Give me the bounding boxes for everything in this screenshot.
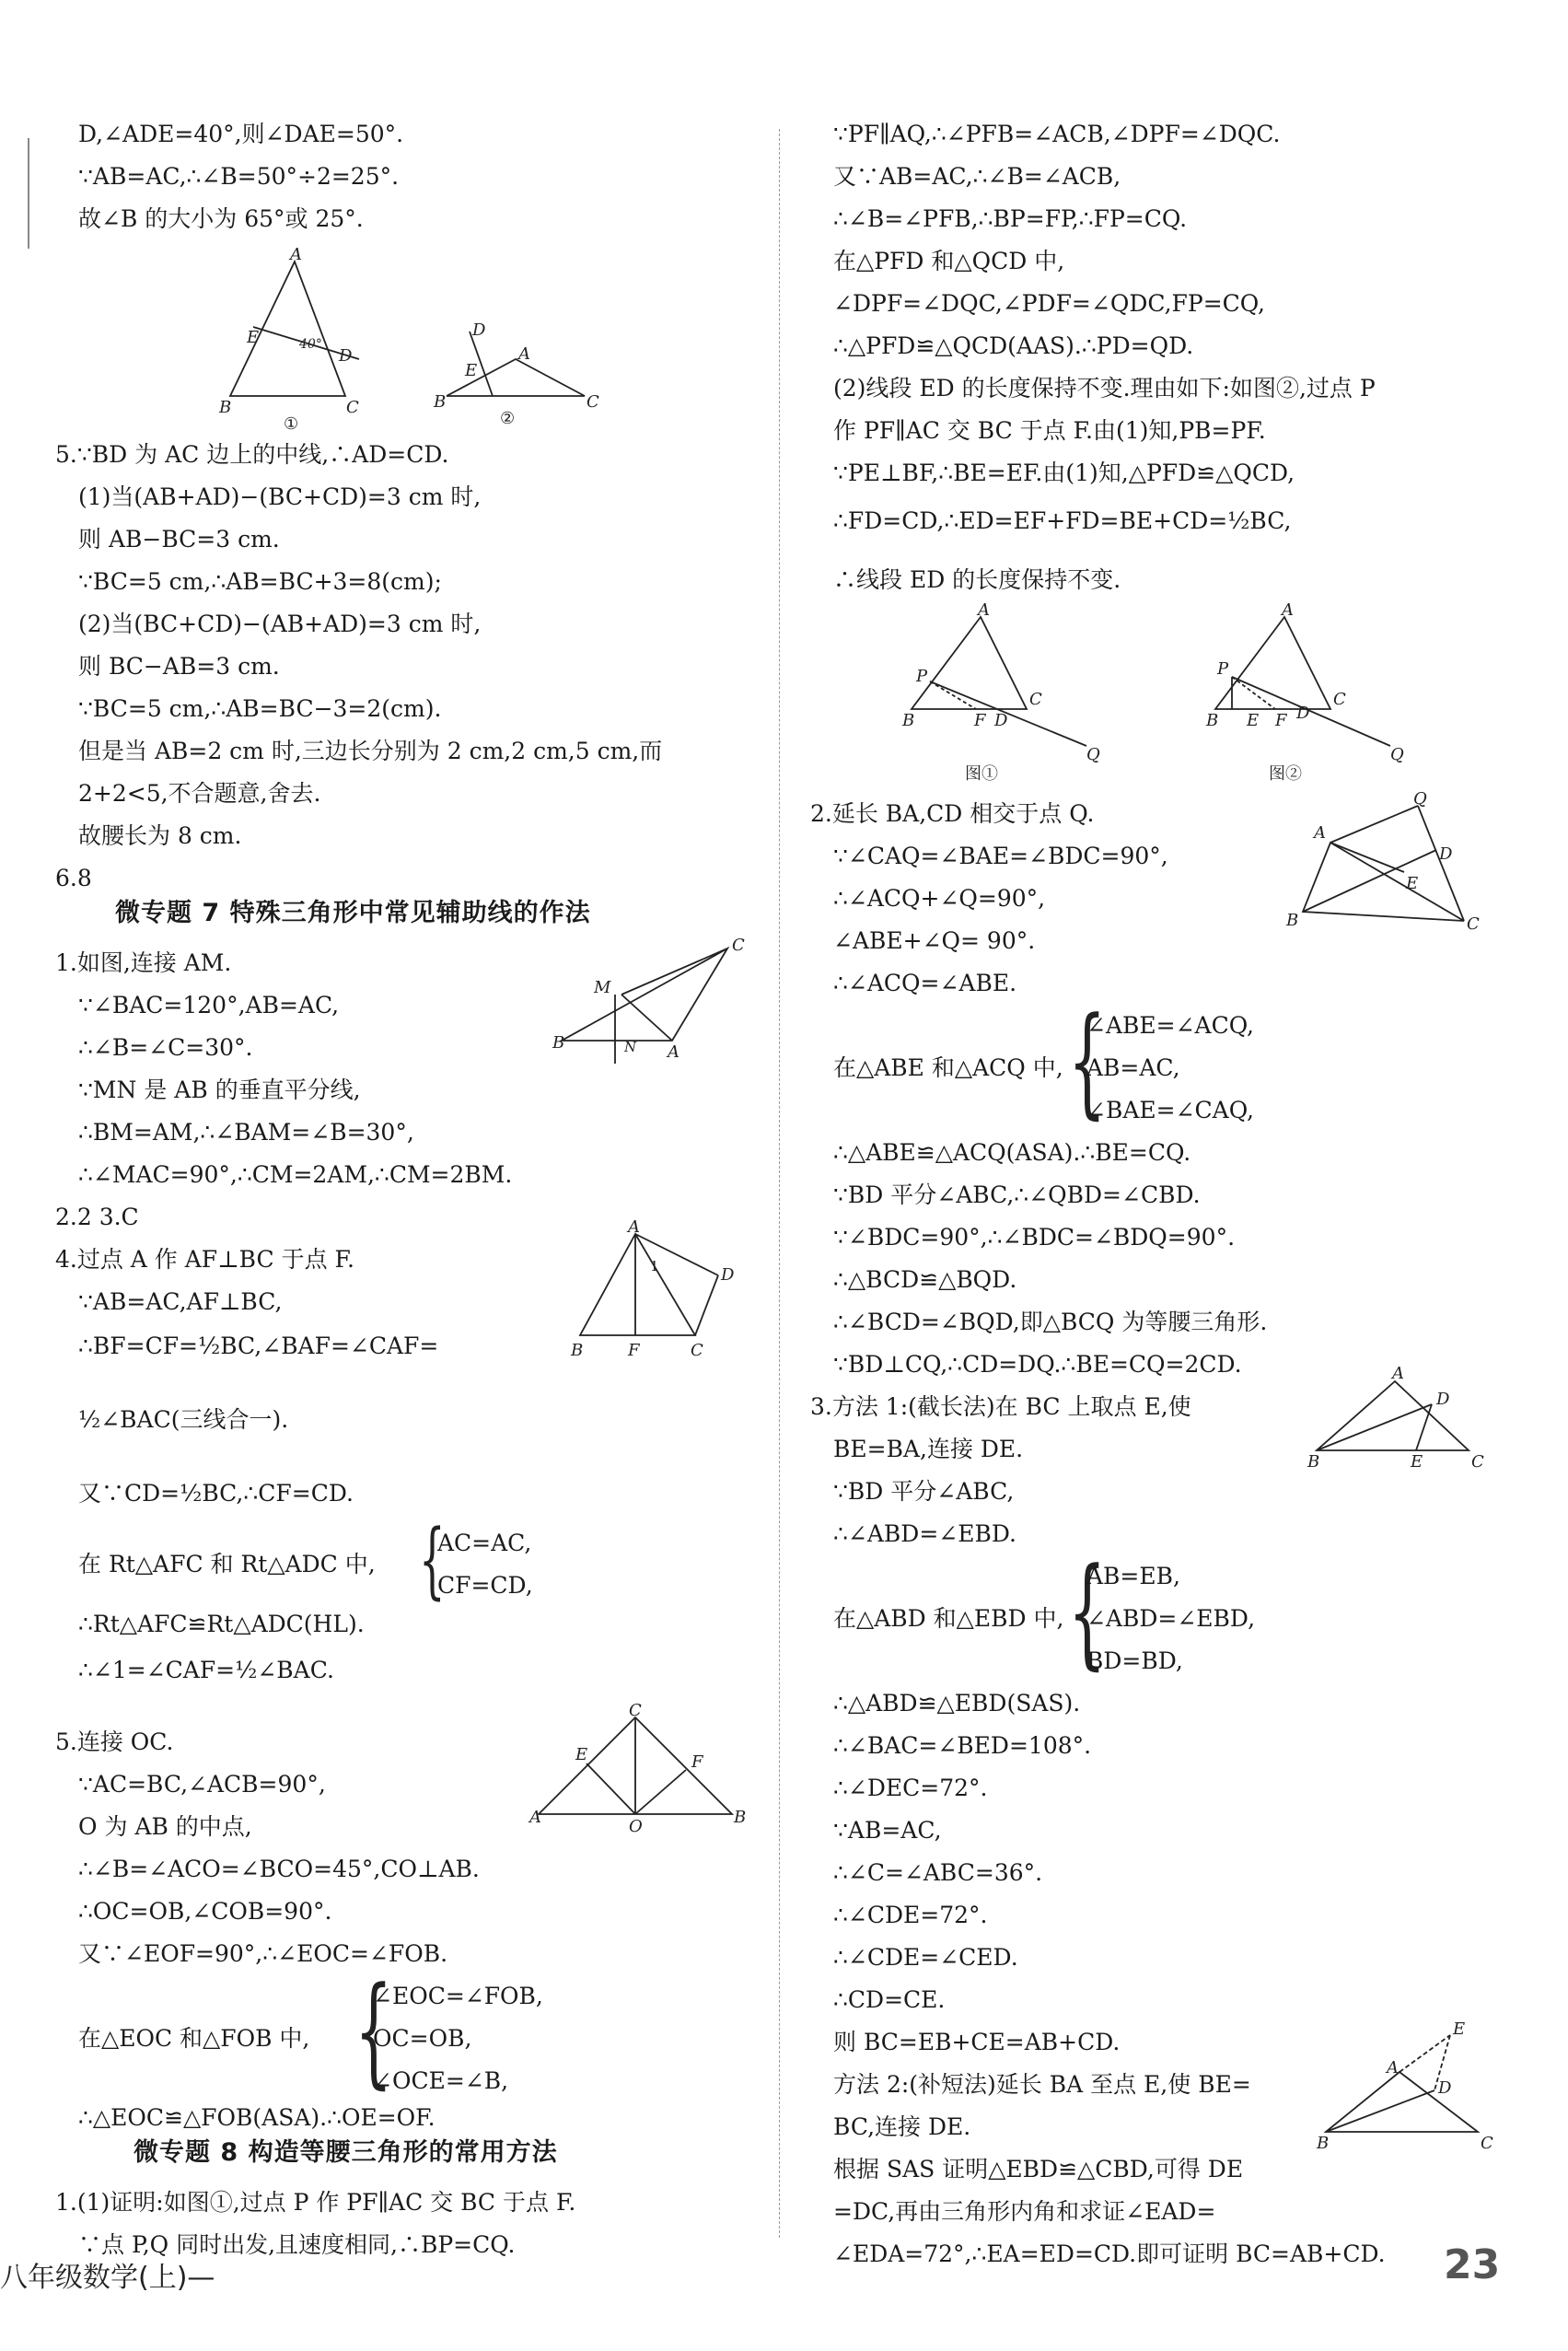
- segment-ae: [1330, 843, 1404, 872]
- brace-condition: ∠EOC=∠FOB,: [373, 1983, 543, 2009]
- vertex-label-f: F: [1275, 711, 1287, 730]
- solution-line: ∵BC=5 cm,∴AB=BC−3=2(cm).: [78, 695, 442, 722]
- solution-line: 又∵∠EOF=90°,∴∠EOC=∠FOB.: [78, 1940, 448, 1967]
- solution-line: 在△ABE 和△ACQ 中,: [833, 1054, 1063, 1081]
- solution-line: 作 PF∥AC 交 BC 于点 F.由(1)知,PB=PF.: [833, 417, 1266, 444]
- solution-line: 1.(1)证明:如图①,过点 P 作 PF∥AC 交 BC 于点 F.: [55, 2189, 576, 2216]
- brace-condition: CF=CD,: [437, 1572, 533, 1599]
- solution-line: 4.过点 A 作 AF⊥BC 于点 F.: [55, 1246, 354, 1273]
- vertex-label-a: A: [518, 344, 530, 364]
- vertex-label-q: Q: [1086, 745, 1100, 764]
- solution-line: D,∠ADE=40°,则∠DAE=50°.: [78, 121, 404, 147]
- solution-line: ∴Rt△AFC≌Rt△ADC(HL).: [78, 1611, 365, 1637]
- solution-line: (2)线段 ED 的长度保持不变.理由如下:如图②,过点 P: [833, 375, 1376, 402]
- vertex-label-b: B: [434, 392, 447, 412]
- brace: {: [1068, 991, 1107, 1131]
- vertex-label-d: D: [1439, 844, 1453, 864]
- solution-line: 5.∵BD 为 AC 边上的中线,∴AD=CD.: [55, 441, 449, 468]
- solution-line: (2)当(BC+CD)−(AB+AD)=3 cm 时,: [78, 611, 482, 637]
- solution-line: 则 AB−BC=3 cm.: [78, 526, 280, 553]
- segment-aq: [1330, 806, 1418, 843]
- solution-line: ∵∠CAQ=∠BAE=∠BDC=90°,: [833, 843, 1168, 869]
- vertex-label-c: C: [1481, 2134, 1493, 2153]
- solution-line: 在△EOC 和△FOB 中,: [78, 2025, 310, 2052]
- vertex-label-c: C: [691, 1341, 703, 1360]
- triangle-figure-bed: [1307, 1364, 1492, 1472]
- solution-line: 故腰长为 8 cm.: [78, 822, 242, 849]
- solution-line: ∴OC=OB,∠COB=90°.: [78, 1898, 332, 1925]
- solution-line: ∴△EOC≌△FOB(ASA).∴OE=OF.: [78, 2104, 436, 2131]
- vertex-label-d: D: [472, 320, 486, 340]
- vertex-label-a: A: [668, 1042, 679, 1062]
- line-mc: [621, 949, 727, 995]
- solution-line: ∵AB=AC,AF⊥BC,: [78, 1288, 283, 1315]
- solution-line: ∵MN 是 AB 的垂直平分线,: [78, 1077, 361, 1103]
- figure-caption: ②: [500, 409, 516, 428]
- triangle-figure-afd: [571, 1217, 755, 1363]
- vertex-label-d: D: [1296, 704, 1310, 723]
- solution-line: ∴∠1=∠CAF=½∠BAC.: [78, 1657, 334, 1683]
- solution-line: (1)当(AB+AD)−(BC+CD)=3 cm 时,: [78, 483, 482, 510]
- solution-line: ∴△ABD≌△EBD(SAS).: [833, 1690, 1081, 1717]
- triangle-figure-eof: [529, 1701, 747, 1837]
- triangle-outline: [562, 949, 727, 1041]
- solution-line: ∴∠CDE=72°.: [833, 1902, 988, 1928]
- brace-condition: ∠OCE=∠B,: [373, 2067, 509, 2094]
- solution-line: BE=BA,连接 DE.: [833, 1436, 1024, 1462]
- solution-line: ∵BD 平分∠ABC,: [833, 1478, 1015, 1505]
- solution-line: ∴BF=CF=½BC,∠BAF=∠CAF=: [78, 1333, 439, 1359]
- vertex-label-b: B: [1206, 711, 1219, 730]
- vertex-label-m: M: [594, 978, 611, 997]
- line-ma: [621, 995, 672, 1041]
- solution-line: BC,连接 DE.: [833, 2113, 971, 2140]
- solution-line: 在 Rt△AFC 和 Rt△ADC 中,: [78, 1551, 376, 1577]
- figure-caption: 图②: [1269, 764, 1302, 784]
- segment-de: [1416, 1404, 1432, 1450]
- solution-line: 根据 SAS 证明△EBD≌△CBD,可得 DE: [833, 2156, 1244, 2182]
- solution-line: ∵BC=5 cm,∴AB=BC+3=8(cm);: [78, 568, 442, 595]
- vertex-label-d: D: [721, 1265, 735, 1285]
- solution-line: ∵BD⊥CQ,∴CD=DQ.∴BE=CQ=2CD.: [833, 1351, 1242, 1378]
- solution-line: 3.方法 1:(截长法)在 BC 上取点 E,使: [810, 1393, 1191, 1420]
- margin-rule: [28, 138, 29, 249]
- triangle-figure-1: [219, 245, 387, 434]
- vertex-label-q: Q: [1413, 789, 1427, 809]
- solution-line: ∠EDA=72°,∴EA=ED=CD.即可证明 BC=AB+CD.: [833, 2240, 1386, 2267]
- vertex-label-p: P: [916, 667, 928, 686]
- vertex-label-d: D: [994, 711, 1008, 730]
- vertex-label-b: B: [571, 1341, 584, 1360]
- segment-eo: [587, 1763, 635, 1814]
- vertex-label-a: A: [529, 1808, 541, 1827]
- solution-line: ∵BD 平分∠ABC,∴∠QBD=∠CBD.: [833, 1181, 1201, 1208]
- triangle-figure-bcq: [1286, 789, 1487, 935]
- vertex-label-b: B: [219, 398, 232, 417]
- vertex-label-b: B: [1286, 911, 1299, 930]
- page-number: 23: [1444, 2241, 1501, 2288]
- solution-line: ∵AB=AC,∴∠B=50°÷2=25°.: [78, 163, 400, 190]
- solution-line: 在△ABD 和△EBD 中,: [833, 1605, 1064, 1632]
- vertex-label-b: B: [1317, 2134, 1330, 2153]
- triangle-figure-2: [434, 320, 603, 428]
- vertex-label-b: B: [902, 711, 915, 730]
- solution-line: ∵AB=AC,: [833, 1817, 942, 1844]
- solution-line: 则 BC−AB=3 cm.: [78, 653, 280, 680]
- solution-line: ∴∠B=∠PFB,∴BP=FP,∴FP=CQ.: [833, 205, 1188, 232]
- triangle-outline: [580, 1234, 695, 1335]
- brace: {: [1068, 1542, 1107, 1682]
- angle-label: 40°: [299, 337, 322, 352]
- vertex-label-b: B: [734, 1808, 747, 1827]
- solution-line: ∴∠ABD=∠EBD.: [833, 1520, 1016, 1547]
- solution-line: 但是当 AB=2 cm 时,三边长分别为 2 cm,2 cm,5 cm,而: [78, 738, 663, 764]
- vertex-label-f: F: [628, 1341, 640, 1360]
- brace: {: [419, 1512, 446, 1609]
- solution-line: ∴∠MAC=90°,∴CM=2AM,∴CM=2BM.: [78, 1161, 513, 1188]
- solution-line: =DC,再由三角形内角和求证∠EAD=: [833, 2198, 1216, 2225]
- brace: {: [354, 1961, 393, 2101]
- vertex-label-a: A: [978, 600, 990, 620]
- solution-line: 5.连接 OC.: [55, 1728, 174, 1755]
- solution-line: ∴线段 ED 的长度保持不变.: [833, 566, 1121, 593]
- vertex-label-o: O: [629, 1817, 643, 1836]
- brace-condition: AB=EB,: [1086, 1563, 1180, 1589]
- vertex-label-c: C: [346, 398, 359, 417]
- solution-line: ∵∠BAC=120°,AB=AC,: [78, 992, 340, 1018]
- solution-line: ∵PF∥AQ,∴∠PFB=∠ACB,∠DPF=∠DQC.: [833, 121, 1281, 147]
- vertex-label-f: F: [974, 711, 986, 730]
- solution-line: O 为 AB 的中点,: [78, 1813, 252, 1840]
- vertex-label-a: A: [628, 1217, 640, 1237]
- vertex-label-f: F: [691, 1752, 703, 1772]
- solution-line: ∴△BCD≌△BQD.: [833, 1266, 1017, 1293]
- solution-line: ∵PE⊥BF,∴BE=EF.由(1)知,△PFD≌△QCD,: [833, 460, 1295, 486]
- vertex-label-c: C: [732, 936, 745, 955]
- triangle-figure-ebc: [1317, 2019, 1501, 2153]
- solution-line: ∴∠BAC=∠BED=108°.: [833, 1732, 1092, 1759]
- solution-line: 在△PFD 和△QCD 中,: [833, 248, 1065, 274]
- solution-line: ∵∠BDC=90°,∴∠BDC=∠BDQ=90°.: [833, 1224, 1236, 1251]
- vertex-label-c: C: [1467, 914, 1480, 934]
- solution-line: 又∵AB=AC,∴∠B=∠ACB,: [833, 163, 1121, 190]
- solution-line: ∠DPF=∠DQC,∠PDF=∠QDC,FP=CQ,: [833, 290, 1265, 317]
- solution-line: ∴∠B=∠ACO=∠BCO=45°,CO⊥AB.: [78, 1856, 480, 1882]
- solution-line: ∴∠B=∠C=30°.: [78, 1034, 253, 1061]
- vertex-label-c: C: [587, 392, 599, 412]
- solution-line: ∵点 P,Q 同时出发,且速度相同,∴BP=CQ.: [78, 2231, 516, 2258]
- solution-line: ∴∠DEC=72°.: [833, 1775, 988, 1801]
- solution-line: ½∠BAC(三线合一).: [78, 1406, 289, 1433]
- column-divider: [779, 129, 780, 2238]
- solution-line: 6.8: [55, 865, 92, 891]
- solution-line: ∵AC=BC,∠ACB=90°,: [78, 1771, 326, 1798]
- triangle-figure-pq-1: [902, 600, 1114, 784]
- solution-line: 1.如图,连接 AM.: [55, 949, 232, 976]
- solution-line: 2.2 3.C: [55, 1204, 139, 1230]
- solution-line: ∴BM=AM,∴∠BAM=∠B=30°,: [78, 1119, 414, 1146]
- solution-line: 2.延长 BA,CD 相交于点 Q.: [810, 800, 1095, 827]
- vertex-label-a: A: [1392, 1364, 1404, 1383]
- vertex-label-c: C: [1471, 1452, 1484, 1472]
- brace-condition: ∠BAE=∠CAQ,: [1086, 1097, 1254, 1123]
- triangle-figure-pq-2: [1206, 600, 1418, 784]
- vertex-label-q: Q: [1390, 745, 1404, 764]
- solution-line: 故∠B 的大小为 65°或 25°.: [78, 205, 364, 232]
- vertex-label-a: A: [1314, 823, 1326, 843]
- solution-line: ∴FD=CD,∴ED=EF+FD=BE+CD=½BC,: [833, 507, 1292, 534]
- vertex-label-e: E: [575, 1745, 588, 1764]
- brace-condition: BD=BD,: [1086, 1647, 1183, 1674]
- solution-line: 2+2<5,不合题意,舍去.: [78, 780, 321, 807]
- brace-condition: AC=AC,: [437, 1530, 532, 1556]
- vertex-label-e: E: [1247, 711, 1260, 730]
- solution-line: 方法 2:(补短法)延长 BA 至点 E,使 BE=: [833, 2071, 1251, 2098]
- segment-pq: [930, 681, 1086, 746]
- vertex-label-e: E: [1406, 874, 1419, 893]
- segment-pf: [930, 681, 976, 709]
- section-heading-7: 微专题 7 特殊三角形中常见辅助线的作法: [115, 899, 591, 927]
- vertex-label-e: E: [1411, 1452, 1423, 1472]
- line-dc: [695, 1275, 718, 1335]
- segment-of: [635, 1770, 686, 1814]
- vertex-label-n: N: [624, 1039, 637, 1055]
- solution-line: 则 BC=EB+CE=AB+CD.: [833, 2029, 1121, 2055]
- solution-line: ∴∠CDE=∠CED.: [833, 1944, 1018, 1971]
- vertex-label-e: E: [247, 328, 260, 347]
- brace-condition: OC=OB,: [373, 2025, 472, 2052]
- vertex-label-b: B: [1307, 1452, 1320, 1472]
- solution-line: ∴CD=CE.: [833, 1986, 946, 2013]
- solution-line: 又∵CD=½BC,∴CF=CD.: [78, 1480, 354, 1507]
- solution-line: ∴△PFD≌△QCD(AAS).∴PD=QD.: [833, 332, 1194, 359]
- vertex-label-e: E: [465, 361, 478, 380]
- vertex-label-d: D: [1438, 2078, 1452, 2098]
- footer-grade-label: 八年级数学(上)—: [0, 2262, 215, 2294]
- segment-bd: [1317, 1404, 1432, 1450]
- vertex-label-a: A: [1282, 600, 1294, 620]
- solution-line: ∴∠ACQ=∠ABE.: [833, 970, 1017, 996]
- triangle-outline: [912, 617, 1027, 709]
- vertex-label-p: P: [1217, 659, 1229, 679]
- brace-condition: ∠ABD=∠EBD,: [1086, 1605, 1256, 1632]
- vertex-label-b: B: [552, 1033, 565, 1053]
- vertex-label-e: E: [1453, 2019, 1466, 2039]
- segment-bd: [1326, 2090, 1434, 2132]
- vertex-label-a: A: [290, 245, 302, 264]
- vertex-label-d: D: [339, 346, 353, 366]
- triangle-figure-mn: [552, 936, 746, 1077]
- section-heading-8: 微专题 8 构造等腰三角形的常用方法: [134, 2138, 558, 2167]
- solution-line: ∴∠ACQ+∠Q=90°,: [833, 885, 1046, 912]
- solution-line: ∠ABE+∠Q= 90°.: [833, 927, 1036, 954]
- vertex-label-c: C: [1333, 690, 1346, 709]
- solution-line: ∴△ABE≌△ACQ(ASA).∴BE=CQ.: [833, 1139, 1191, 1166]
- vertex-label-c: C: [629, 1701, 642, 1720]
- vertex-label-d: D: [1436, 1390, 1450, 1409]
- extension-ae: [1400, 2035, 1450, 2072]
- solution-line: ∴∠C=∠ABC=36°.: [833, 1859, 1043, 1886]
- brace-condition: AB=AC,: [1086, 1054, 1180, 1081]
- vertex-label-a: A: [1387, 2058, 1399, 2077]
- solution-line: ∴∠BCD=∠BQD,即△BCQ 为等腰三角形.: [833, 1309, 1268, 1335]
- brace-condition: ∠ABE=∠ACQ,: [1086, 1012, 1254, 1039]
- vertex-label-c: C: [1029, 690, 1042, 709]
- angle-label: 1: [650, 1258, 659, 1274]
- figure-caption: 图①: [965, 764, 998, 784]
- figure-caption: ①: [284, 414, 299, 434]
